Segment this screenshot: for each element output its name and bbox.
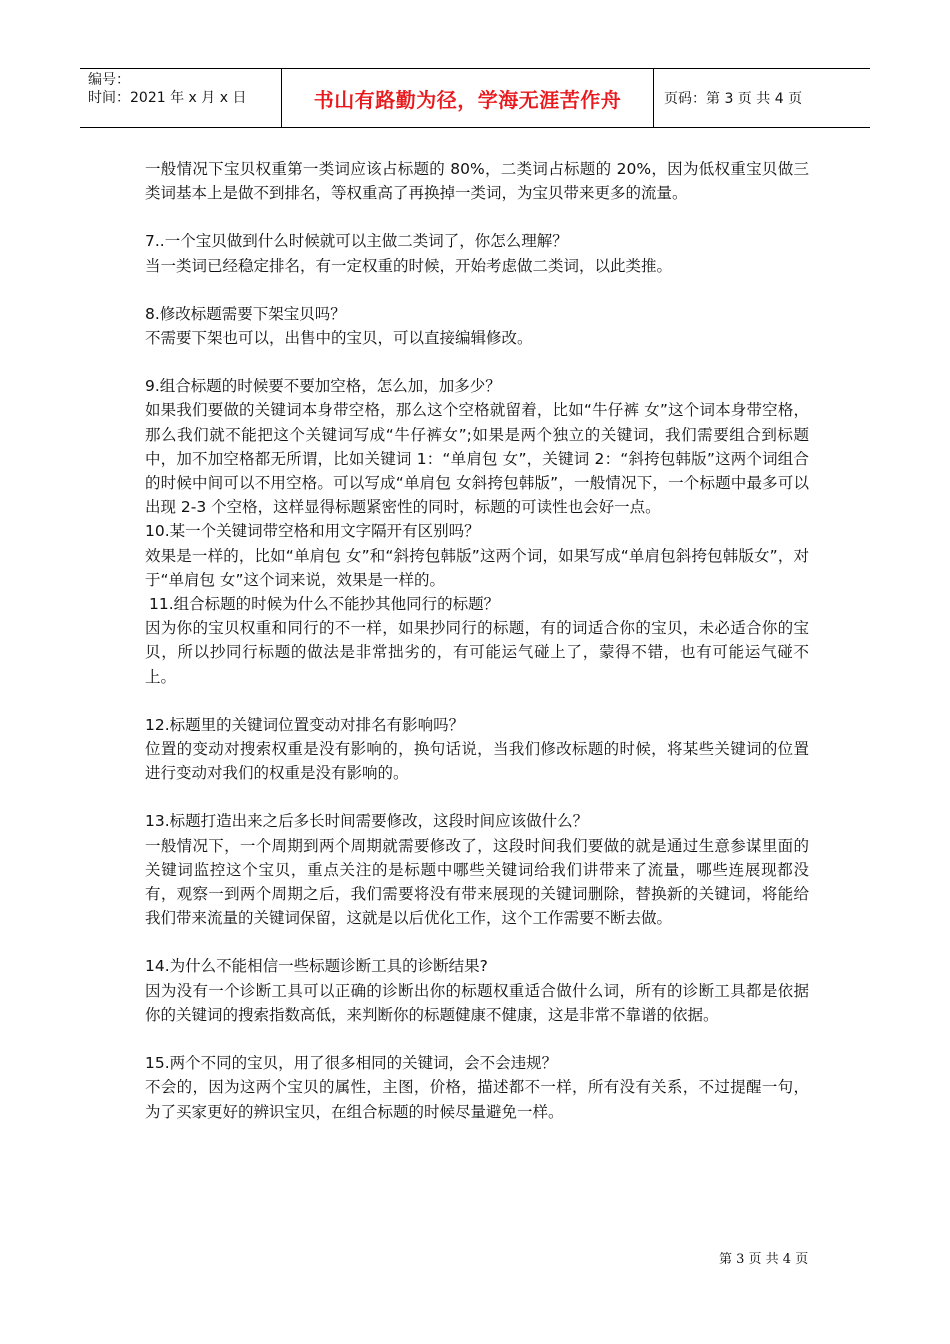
- answer-paragraph: 位置的变动对搜索权重是没有影响的，换句话说，当我们修改标题的时候，将某些关键词的位置进行变动对我们的权重是没有影响的。: [145, 740, 809, 783]
- question-heading: 13.标题打造出来之后多长时间需要修改，这段时间应该做什么？: [145, 812, 589, 831]
- spacer: [145, 205, 809, 229]
- answer-paragraph: 不会的，因为这两个宝贝的属性，主图，价格，描述都不一样，所有没有关系，不过提醒一句，为了买家更好的辨识宝贝，在组合标题的时候尽量避免一样。: [145, 1078, 809, 1121]
- question-heading: 14.为什么不能相信一些标题诊断工具的诊断结果?: [145, 957, 488, 976]
- question-heading: 9.组合标题的时候要不要加空格，怎么加，加多少？: [145, 377, 501, 396]
- header-motto: 书山有路勤为径，学海无涯苦作舟: [282, 69, 654, 127]
- paragraph: 一般情况下宝贝权重第一类词应该占标题的 80%，二类词占标题的 20%，因为低权重宝贝做三类词基本上是做不到排名，等权重高了再换掉一类词，为宝贝带来更多的流量。: [145, 160, 809, 203]
- header-info-cell: [80, 69, 282, 127]
- answer-paragraph: 因为没有一个诊断工具可以正确的诊断出你的标题权重适合做什么词，所有的诊断工具都是依据你的关键词的搜索指数高低，来判断你的标题健康不健康，这是非常不靠谱的依据。: [145, 981, 809, 1024]
- question-heading: 12.标题里的关键词位置变动对排名有影响吗？: [145, 715, 465, 734]
- question-heading: 7..一个宝贝做到什么时候就可以主做二类词了，你怎么理解？: [145, 232, 568, 251]
- page-header: [80, 68, 870, 128]
- spacer: [145, 785, 809, 809]
- page-footer: 第 3 页 共 4 页: [719, 1252, 809, 1267]
- answer-paragraph: 当一类词已经稳定排名，有一定权重的时候，开始考虑做二类词，以此类推。: [145, 256, 673, 275]
- spacer: [145, 930, 809, 954]
- question-heading: 10.某一个关键词带空格和用文字隔开有区别吗？: [145, 522, 480, 541]
- question-heading: 11.组合标题的时候为什么不能抄其他同行的标题？: [149, 595, 500, 614]
- spacer: [145, 689, 809, 713]
- spacer: [145, 278, 809, 302]
- header-page-number: 页码：第 3 页 共 4 页: [664, 91, 803, 107]
- date-label: 时间：2021 年 x 月 x 日: [88, 90, 247, 106]
- question-heading: 8.修改标题需要下架宝贝吗？: [145, 304, 346, 323]
- answer-paragraph: 如果我们要做的关键词本身带空格，那么这个空格就留着，比如“牛仔裤 女”这个词本身带空格，那么我们就不能把这个关键词写成“牛仔裤女”;如果是两个独立的关键词，我们需要组合到标题中，加不加空格都无所谓，比如关键词 1：“单肩包 女”，关键词 2：“斜挎包韩版”这两个词组合的时候中间可以不用空格。可以写成“单肩包 女斜挎包韩版”，一般情况下，一个标题中最多可以出现 2-3 个空格，这样显得标题紧密性的同时，标题的可读性也会好一点。: [145, 401, 809, 517]
- document-body: [145, 157, 809, 1124]
- answer-paragraph: 一般情况下，一个周期到两个周期就需要修改了，这段时间我们要做的就是通过生意参谋里面的关键词监控这个宝贝，重点关注的是标题中哪些关键词给我们讲带来了流量，哪些连展现都没有，观察一到两个周期之后，我们需要将没有带来展现的关键词删除，替换新的关键词，将能给我们带来流量的关键词保留，这就是以后优化工作，这个工作需要不断去做。: [145, 836, 809, 928]
- spacer: [145, 1027, 809, 1051]
- number-label: 编号：: [88, 72, 130, 88]
- answer-paragraph: 效果是一样的，比如“单肩包 女”和“斜挎包韩版”这两个词，如果写成“单肩包斜挎包韩版女”，对于“单肩包 女”这个词来说，效果是一样的。: [145, 546, 809, 589]
- answer-paragraph: 因为你的宝贝权重和同行的不一样，如果抄同行的标题，有的词适合你的宝贝，未必适合你的宝贝，所以抄同行标题的做法是非常拙劣的，有可能运气碰上了，蒙得不错，也有可能运气碰不上。: [145, 619, 809, 686]
- spacer: [145, 350, 809, 374]
- question-heading: 15.两个不同的宝贝，用了很多相同的关键词，会不会违规？: [145, 1054, 558, 1073]
- answer-paragraph: 不需要下架也可以，出售中的宝贝，可以直接编辑修改。: [145, 329, 533, 348]
